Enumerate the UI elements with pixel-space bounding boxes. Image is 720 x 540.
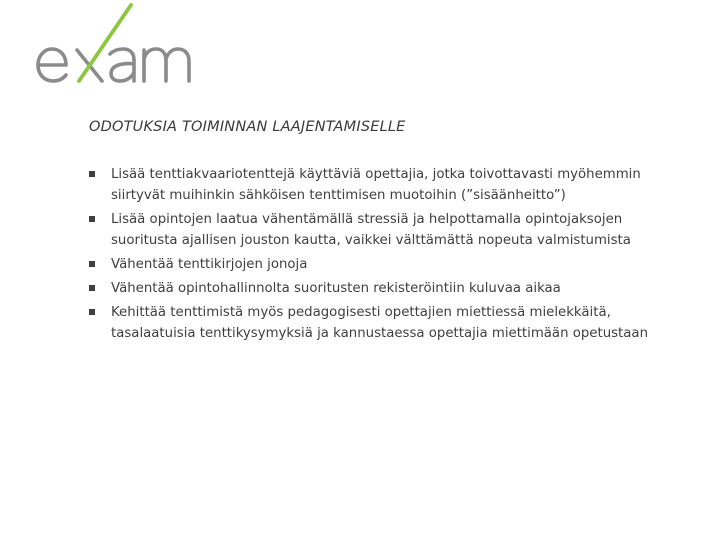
bullet-marker-icon (89, 261, 95, 267)
bullet-item (89, 164, 689, 206)
bullet-list (89, 164, 689, 344)
bullet-marker-icon (89, 171, 95, 177)
bullet-item (89, 278, 689, 299)
exam-logo-graphic (34, 2, 196, 90)
logo-letter-m (144, 49, 189, 81)
slide-title: ODOTUKSIA TOIMINNAN LAAJENTAMISELLE (89, 119, 406, 135)
bullet-marker-icon (89, 216, 95, 222)
bullet-marker-icon (89, 309, 95, 315)
bullet-item (89, 302, 689, 344)
logo-letter-a (110, 49, 134, 81)
bullet-item (89, 254, 689, 275)
bullet-marker-icon (89, 285, 95, 291)
bullet-text: Lisää opintojen laatua vähentämällä stressiä ja helpottamalla opintojaksojen suoritusta ajallisen jouston kautta, vaikkei välttämättä nopeuta valmistumista (111, 212, 631, 248)
bullet-text: Vähentää opintohallinnolta suoritusten rekisteröintiin kuluvaa aikaa (111, 281, 561, 296)
logo-letter-x-green (79, 5, 131, 81)
logo-letter-e (38, 49, 66, 81)
bullet-text: Vähentää tenttikirjojen jonoja (111, 257, 308, 272)
bullet-item (89, 209, 689, 251)
bullet-text: Kehittää tenttimistä myös pedagogisesti opettajien miettiessä mielekkäitä, tasalaatuisia tenttikysymyksiä ja kannustaessa opettajia miettimään opetustaan (111, 305, 648, 341)
bullet-text: Lisää tenttiakvaariotenttejä käyttäviä opettajia, jotka toivottavasti myöhemmin siirtyvät muihinkin sähköisen tenttimisen muotoihin (”sisäänheitto”) (111, 167, 641, 203)
exam-logo (34, 2, 196, 90)
